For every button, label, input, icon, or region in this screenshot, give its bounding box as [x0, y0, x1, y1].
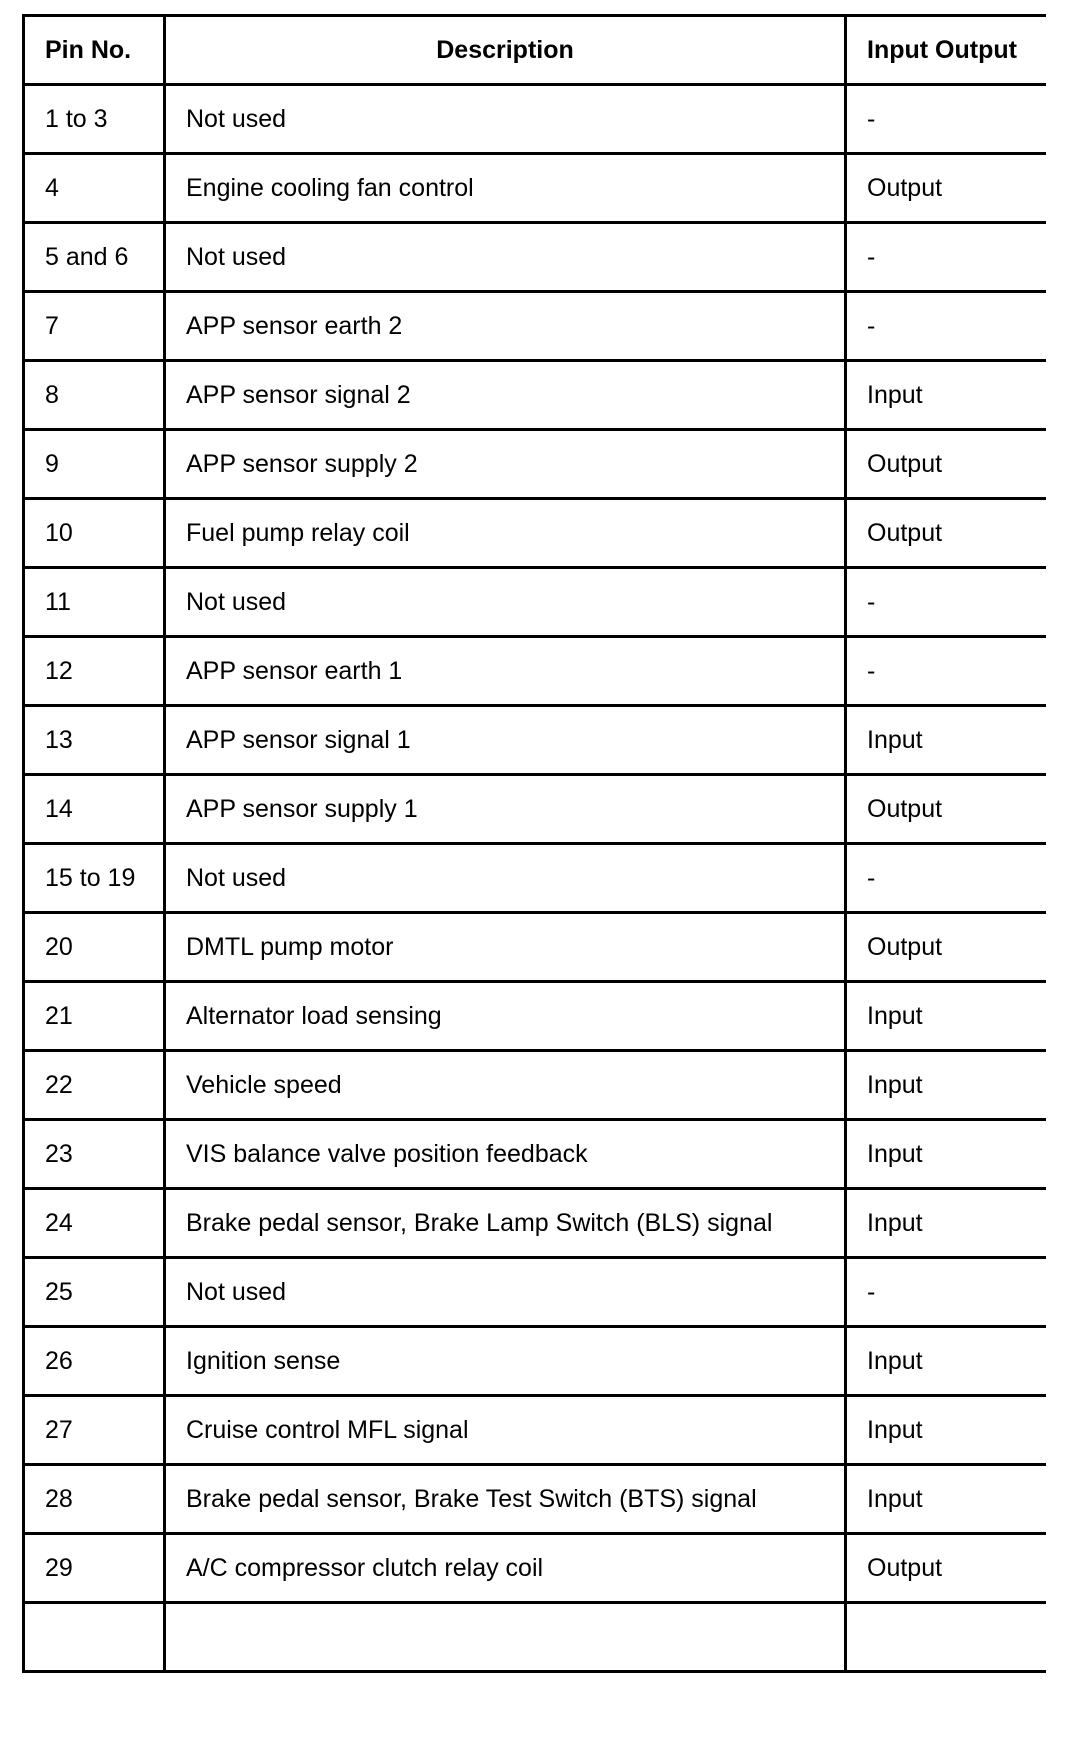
- table-row: [24, 913, 1047, 982]
- description-cell: A/C compressor clutch relay coil: [165, 1534, 846, 1603]
- io-cell: -: [846, 568, 1047, 637]
- description-cell: DMTL pump motor: [165, 913, 846, 982]
- table-row: [24, 154, 1047, 223]
- pin-cell: 15 to 19: [24, 844, 165, 913]
- table-row: [24, 844, 1047, 913]
- description-cell: Not used: [165, 1258, 846, 1327]
- io-cell: Input: [846, 982, 1047, 1051]
- io-cell: Input: [846, 1396, 1047, 1465]
- table-row: [24, 1189, 1047, 1258]
- table-row: [24, 1120, 1047, 1189]
- table-row: [24, 223, 1047, 292]
- description-cell: Vehicle speed: [165, 1051, 846, 1120]
- io-cell: Output: [846, 154, 1047, 223]
- pin-cell: 23: [24, 1120, 165, 1189]
- pin-table-container: [22, 14, 1046, 1754]
- pin-cell: 27: [24, 1396, 165, 1465]
- pin-cell: 13: [24, 706, 165, 775]
- io-cell: Input: [846, 1465, 1047, 1534]
- table-row: [24, 85, 1047, 154]
- pin-cell: 5 and 6: [24, 223, 165, 292]
- pin-cell: [24, 1603, 165, 1672]
- table-row: [24, 1327, 1047, 1396]
- description-cell: Not used: [165, 568, 846, 637]
- description-cell: APP sensor supply 2: [165, 430, 846, 499]
- pin-cell: 29: [24, 1534, 165, 1603]
- io-cell: Input: [846, 1051, 1047, 1120]
- pin-cell: 8: [24, 361, 165, 430]
- table-row: [24, 361, 1047, 430]
- pin-cell: 25: [24, 1258, 165, 1327]
- pin-cell: 12: [24, 637, 165, 706]
- table-row: [24, 982, 1047, 1051]
- pin-cell: 4: [24, 154, 165, 223]
- header-input-output: Input Output: [846, 16, 1047, 85]
- pin-cell: 11: [24, 568, 165, 637]
- description-cell: APP sensor signal 2: [165, 361, 846, 430]
- io-cell: Input: [846, 1327, 1047, 1396]
- description-cell: Fuel pump relay coil: [165, 499, 846, 568]
- pin-cell: 21: [24, 982, 165, 1051]
- table-row: [24, 1258, 1047, 1327]
- table-row: [24, 1534, 1047, 1603]
- table-row: [24, 1603, 1047, 1672]
- description-cell: APP sensor supply 1: [165, 775, 846, 844]
- io-cell: -: [846, 637, 1047, 706]
- description-cell: Not used: [165, 85, 846, 154]
- table-row: [24, 1051, 1047, 1120]
- pin-cell: 28: [24, 1465, 165, 1534]
- pin-cell: 22: [24, 1051, 165, 1120]
- description-cell: APP sensor earth 1: [165, 637, 846, 706]
- description-cell: Not used: [165, 223, 846, 292]
- header-pin-no: Pin No.: [24, 16, 165, 85]
- pin-cell: 1 to 3: [24, 85, 165, 154]
- io-cell: -: [846, 292, 1047, 361]
- io-cell: Output: [846, 430, 1047, 499]
- table-row: [24, 775, 1047, 844]
- table-row: [24, 706, 1047, 775]
- io-cell: Output: [846, 913, 1047, 982]
- io-cell: -: [846, 223, 1047, 292]
- description-cell: Cruise control MFL signal: [165, 1396, 846, 1465]
- pin-cell: 7: [24, 292, 165, 361]
- io-cell: -: [846, 1258, 1047, 1327]
- pin-cell: 14: [24, 775, 165, 844]
- header-description: Description: [165, 16, 846, 85]
- io-cell: Input: [846, 706, 1047, 775]
- description-cell: Ignition sense: [165, 1327, 846, 1396]
- pin-cell: 9: [24, 430, 165, 499]
- pin-table: [22, 14, 1046, 1673]
- pin-cell: 20: [24, 913, 165, 982]
- io-cell: Input: [846, 1189, 1047, 1258]
- description-cell: Brake pedal sensor, Brake Lamp Switch (BLS) signal: [165, 1189, 846, 1258]
- io-cell: Output: [846, 1534, 1047, 1603]
- description-cell: Brake pedal sensor, Brake Test Switch (BTS) signal: [165, 1465, 846, 1534]
- table-row: [24, 1396, 1047, 1465]
- description-cell: Alternator load sensing: [165, 982, 846, 1051]
- table-row: [24, 499, 1047, 568]
- description-cell: Not used: [165, 844, 846, 913]
- table-row: [24, 1465, 1047, 1534]
- io-cell: Output: [846, 499, 1047, 568]
- description-cell: VIS balance valve position feedback: [165, 1120, 846, 1189]
- table-row: [24, 568, 1047, 637]
- description-cell: APP sensor earth 2: [165, 292, 846, 361]
- table-row: [24, 637, 1047, 706]
- io-cell: -: [846, 85, 1047, 154]
- io-cell: Output: [846, 775, 1047, 844]
- io-cell: [846, 1603, 1047, 1672]
- table-row: [24, 430, 1047, 499]
- description-cell: APP sensor signal 1: [165, 706, 846, 775]
- io-cell: Input: [846, 361, 1047, 430]
- table-row: [24, 292, 1047, 361]
- description-cell: Engine cooling fan control: [165, 154, 846, 223]
- description-cell: [165, 1603, 846, 1672]
- io-cell: Input: [846, 1120, 1047, 1189]
- pin-cell: 24: [24, 1189, 165, 1258]
- pin-cell: 10: [24, 499, 165, 568]
- header-row: [24, 16, 1047, 85]
- pin-cell: 26: [24, 1327, 165, 1396]
- io-cell: -: [846, 844, 1047, 913]
